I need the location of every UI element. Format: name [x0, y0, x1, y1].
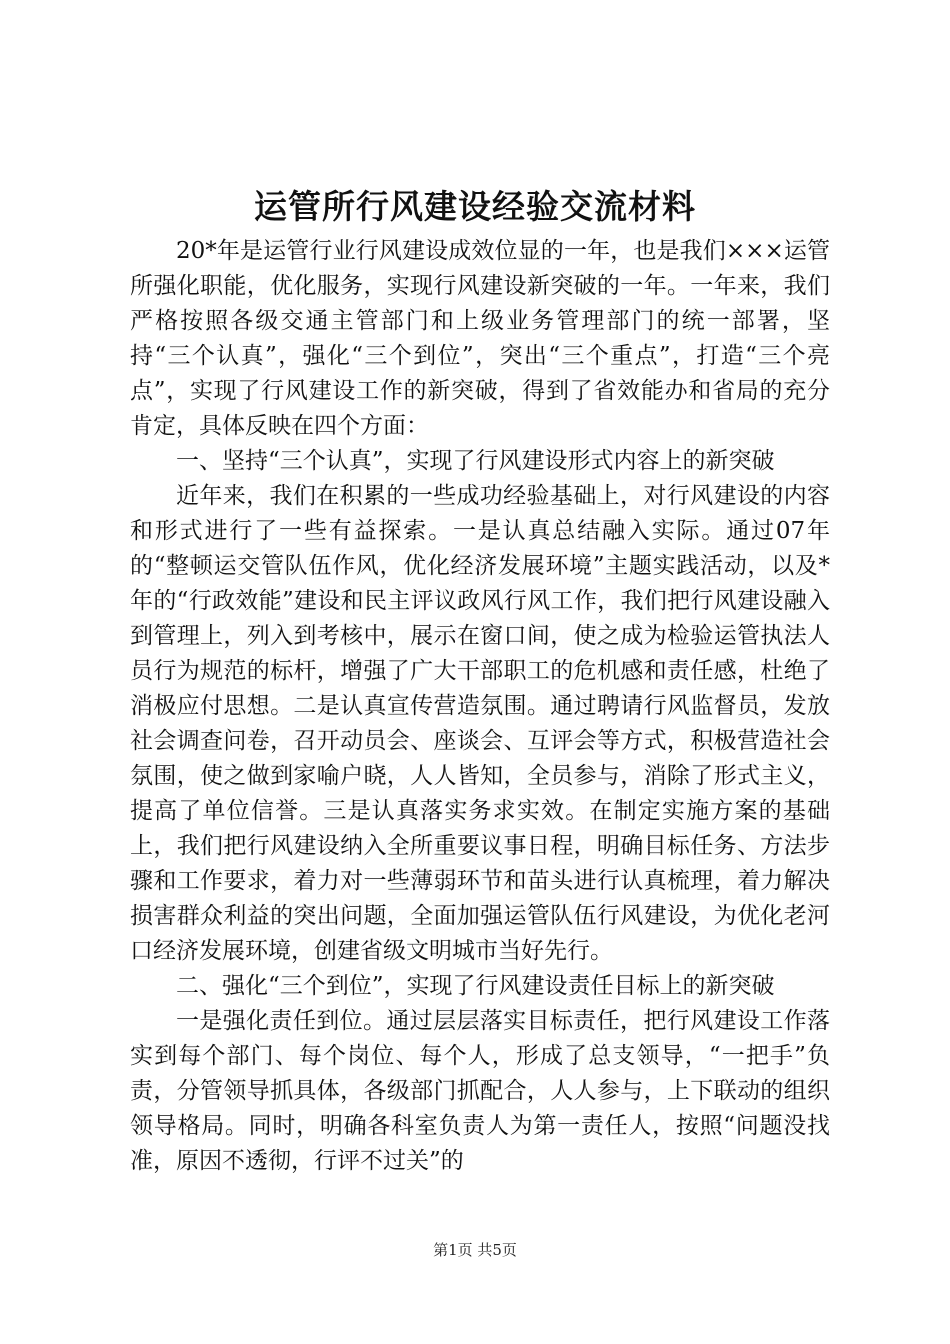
section-heading-2: 二、强化“三个到位”，实现了行风建设责任目标上的新突破 — [176, 973, 775, 999]
page-footer: 第1页 共5页 — [433, 1241, 517, 1259]
document-body — [130, 234, 830, 1179]
document-title: 运管所行风建设经验交流材料 — [254, 187, 696, 226]
section-1-paragraph: 近年来，我们在积累的一些成功经验基础上，对行风建设的内容和形式进行了一些有益探索。一是认真总结融入实际。通过07年的“整顿运交管队伍作风，优化经济发展环境”主题实践活动，以及*年的“行政效能”建设和民主评议政风行风工作，我们把行风建设融入到管理上，列入到考核中，展示在窗口间，使之成为检验运管执法人员行为规范的标杆，增强了广大干部职工的危机感和责任感，杜绝了消极应付思想。二是认真宣传营造氛围。通过聘请行风监督员，发放社会调查问卷，召开动员会、座谈会、互评会等方式，积极营造社会氛围，使之做到家喻户晓，人人皆知，全员参与，消除了形式主义，提高了单位信誉。三是认真落实务求实效。在制定实施方案的基础上，我们把行风建设纳入全所重要议事日程，明确目标任务、方法步骤和工作要求，着力对一些薄弱环节和苗头进行认真梳理，着力解决损害群众利益的突出问题，全面加强运管队伍行风建设，为优化老河口经济发展环境，创建省级文明城市当好先行。 — [130, 483, 830, 964]
section-2-paragraph: 一是强化责任到位。通过层层落实目标责任，把行风建设工作落实到每个部门、每个岗位、每个人，形成了总支领导，“一把手”负责，分管领导抓具体，各级部门抓配合，人人参与，上下联动的组织领导格局。同时，明确各科室负责人为第一责任人，按照“问题没找准，原因不透彻，行评不过关”的 — [130, 1008, 830, 1174]
intro-paragraph: 20*年是运管行业行风建设成效位显的一年，也是我们×××运管所强化职能，优化服务，实现行风建设新突破的一年。一年来，我们严格按照各级交通主管部门和上级业务管理部门的统一部署，坚持“三个认真”，强化“三个到位”，突出“三个重点”，打造“三个亮点”，实现了行风建设工作的新突破，得到了省效能办和省局的充分肯定，具体反映在四个方面： — [130, 238, 830, 439]
section-heading-1: 一、坚持“三个认真”，实现了行风建设形式内容上的新突破 — [176, 448, 775, 474]
